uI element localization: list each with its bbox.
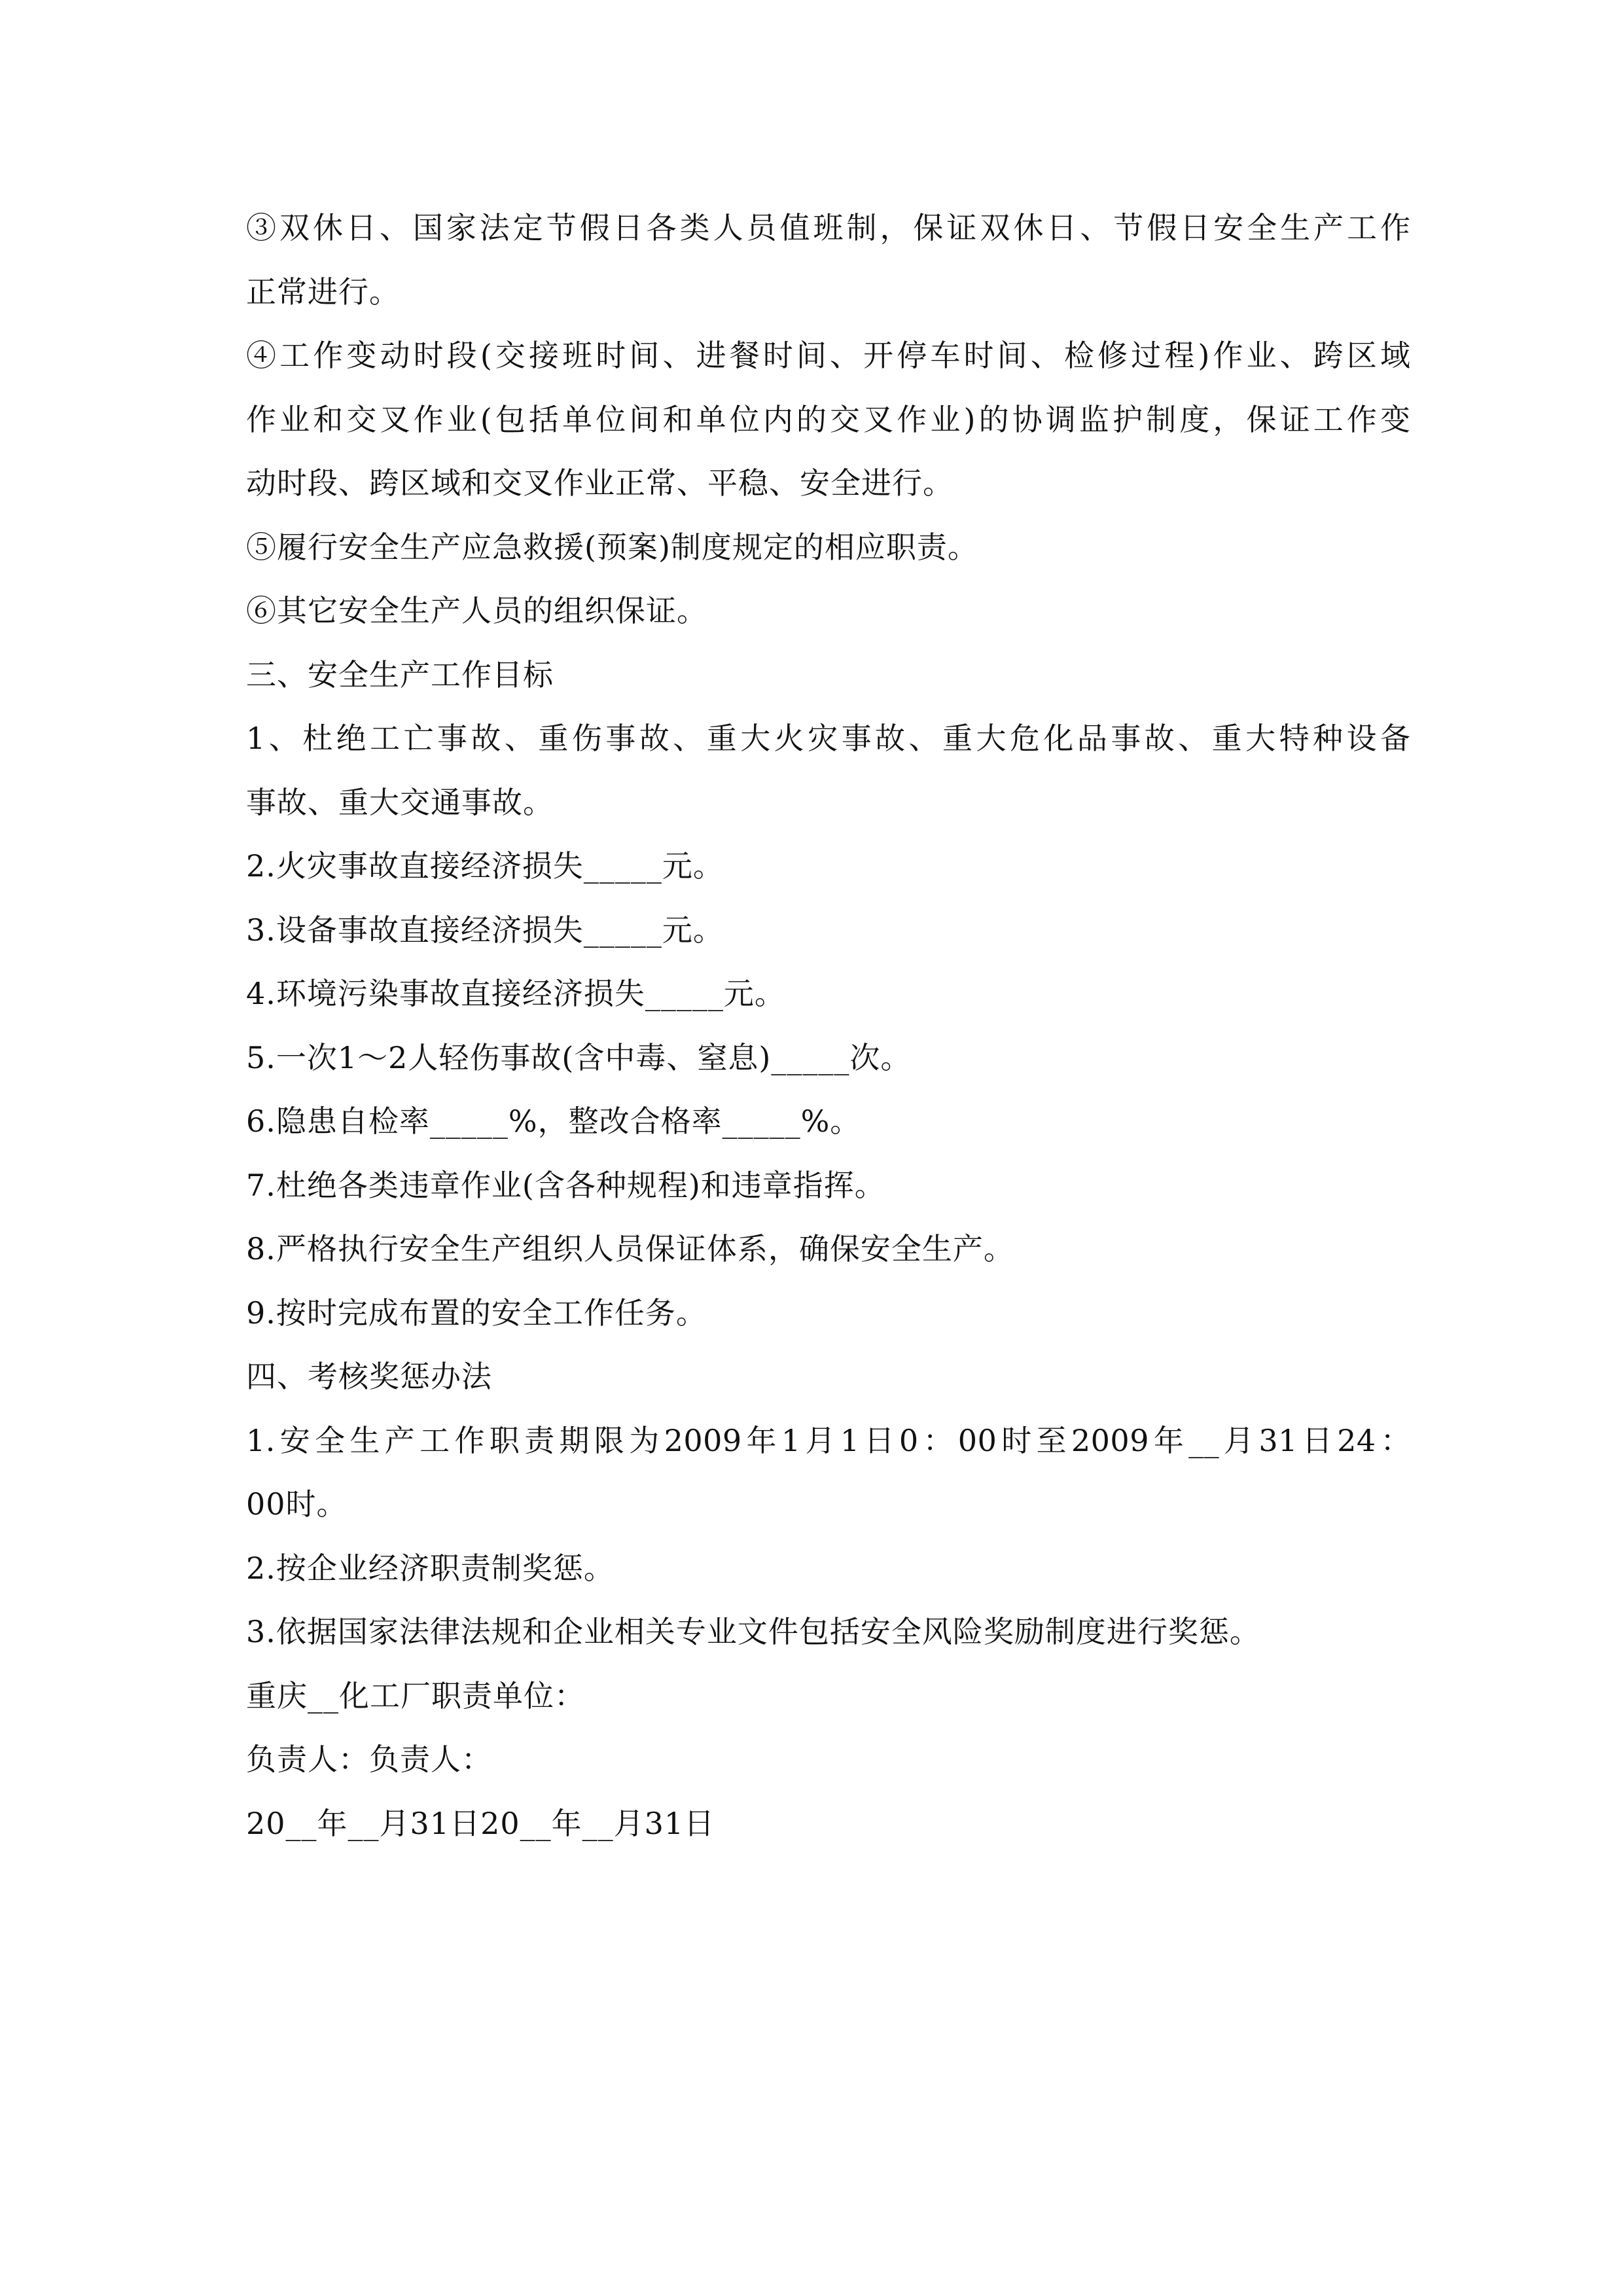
paragraph-line: 动时段、跨区域和交叉作业正常、平稳、安全进行。 <box>246 465 954 501</box>
list-item: 3.设备事故直接经济损失_____元。 <box>246 912 724 948</box>
paragraph-line: ④工作变动时段(交接班时间、进餐时间、开停车时间、检修过程)作业、跨区域 <box>246 338 1411 373</box>
list-item: 6.隐患自检率_____%，整改合格率_____%。 <box>246 1103 861 1139</box>
paragraph-line: ⑤履行安全生产应急救援(预案)制度规定的相应职责。 <box>246 529 978 565</box>
list-item: 4.环境污染事故直接经济损失_____元。 <box>246 976 785 1011</box>
paragraph-line: 1、杜绝工亡事故、重伤事故、重大火灾事故、重大危化品事故、重大特种设备 <box>246 721 1411 756</box>
paragraph-line: ⑥其它安全生产人员的组织保证。 <box>246 593 707 628</box>
list-item: 9.按时完成布置的安全工作任务。 <box>246 1295 707 1331</box>
paragraph-line: ③双休日、国家法定节假日各类人员值班制，保证双休日、节假日安全生产工作 <box>246 210 1411 245</box>
paragraph-line: 事故、重大交通事故。 <box>246 784 554 820</box>
list-item: 1.安全生产工作职责期限为2009年1月1日0：00时至2009年__月31日24： <box>246 1422 1411 1458</box>
list-item: 5.一次1～2人轻伤事故(含中毒、窒息)_____次。 <box>246 1039 912 1075</box>
list-item: 8.严格执行安全生产组织人员保证体系，确保安全生产。 <box>246 1231 1014 1266</box>
section-heading: 四、考核奖惩办法 <box>246 1359 492 1394</box>
section-heading: 三、安全生产工作目标 <box>246 656 554 692</box>
list-item: 2.火灾事故直接经济损失_____元。 <box>246 848 724 884</box>
list-item: 7.杜绝各类违章作业(含各种规程)和违章指挥。 <box>246 1167 885 1203</box>
list-item: 3.依据国家法律法规和企业相关专业文件包括安全风险奖励制度进行奖惩。 <box>246 1614 1260 1649</box>
paragraph-line: 作业和交叉作业(包括单位间和单位内的交叉作业)的协调监护制度，保证工作变 <box>246 401 1411 437</box>
paragraph-line: 正常进行。 <box>246 274 400 310</box>
list-item: 00时。 <box>246 1486 348 1522</box>
signature-responsible: 负责人：负责人： <box>246 1742 492 1777</box>
signature-date: 20__年__月31日20__年__月31日 <box>246 1805 715 1841</box>
signature-unit: 重庆__化工厂职责单位： <box>246 1677 585 1713</box>
document-body <box>246 196 1411 1856</box>
list-item: 2.按企业经济职责制奖惩。 <box>246 1550 615 1586</box>
